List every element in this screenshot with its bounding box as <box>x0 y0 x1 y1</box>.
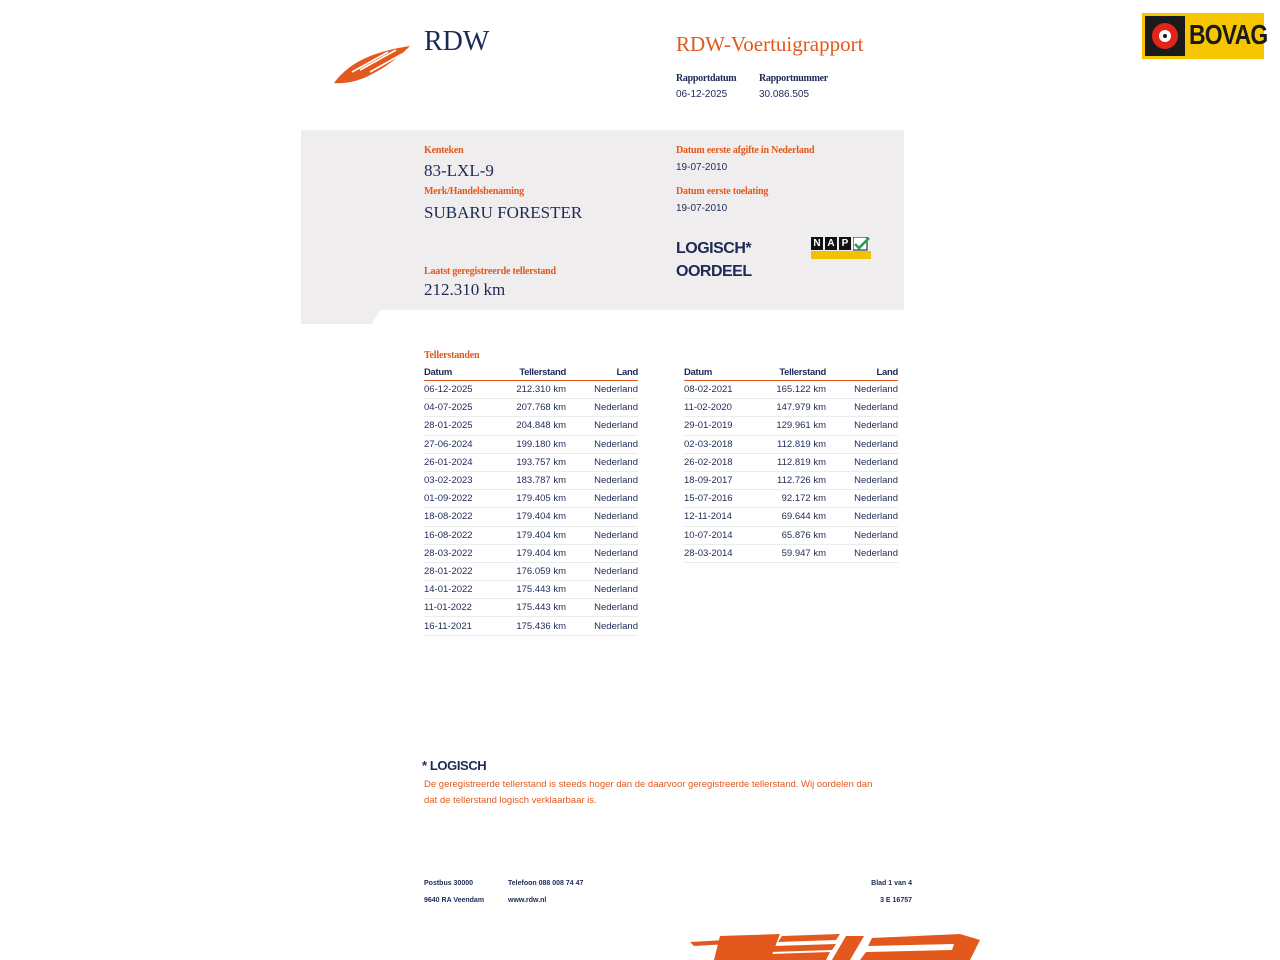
cell-datum: 26-02-2018 <box>684 453 754 471</box>
cell-datum: 18-08-2022 <box>424 508 494 526</box>
cell-datum: 03-02-2023 <box>424 471 494 489</box>
cell-land: Nederland <box>566 526 638 544</box>
cell-datum: 11-01-2022 <box>424 599 494 617</box>
nap-letter-p: P <box>839 237 851 250</box>
cell-datum: 01-09-2022 <box>424 490 494 508</box>
table-row <box>424 599 638 617</box>
cell-land: Nederland <box>826 544 898 562</box>
kenteken-value: 83-LXL-9 <box>424 161 494 180</box>
table-row <box>424 490 638 508</box>
column-header-tellerstand: Tellerstand <box>494 366 566 381</box>
report-number-label: Rapportnummer <box>759 73 828 84</box>
table-row <box>684 490 898 508</box>
table-row <box>424 617 638 635</box>
footer-code: 3 E 16757 <box>880 897 912 904</box>
bovag-emblem-icon <box>1145 16 1185 56</box>
cell-land: Nederland <box>566 490 638 508</box>
cell-land: Nederland <box>566 544 638 562</box>
footer-plaats: 9640 RA Veendam <box>424 897 485 904</box>
tellerstand-label: Laatst geregistreerde tellerstand <box>424 266 556 277</box>
rdw-logo-text: RDW <box>424 26 490 57</box>
report-date-label: Rapportdatum <box>676 73 737 84</box>
table-row <box>424 435 638 453</box>
cell-tellerstand: 207.768 km <box>494 399 566 417</box>
toelating-label: Datum eerste toelating <box>676 186 769 197</box>
cell-tellerstand: 69.644 km <box>754 508 826 526</box>
cell-tellerstand: 147.979 km <box>754 399 826 417</box>
cell-datum: 02-03-2018 <box>684 435 754 453</box>
table-row <box>424 544 638 562</box>
vehicle-info-panel <box>301 130 904 310</box>
table-row <box>684 417 898 435</box>
cell-tellerstand: 112.819 km <box>754 453 826 471</box>
footnote-text-line-1: De geregistreerde tellerstand is steeds hoger dan de daarvoor geregistreerde tellerstand. Wij oordelen dan <box>424 779 873 790</box>
readings-table-right <box>684 366 898 563</box>
cell-tellerstand: 179.405 km <box>494 490 566 508</box>
report-title: RDW-Voertuigrapport <box>676 32 864 56</box>
checkmark-icon <box>853 237 871 253</box>
table-row <box>684 435 898 453</box>
cell-datum: 10-07-2014 <box>684 526 754 544</box>
decorative-stripes-icon <box>690 932 982 960</box>
cell-land: Nederland <box>826 381 898 399</box>
panel-tail <box>301 309 381 324</box>
cell-tellerstand: 92.172 km <box>754 490 826 508</box>
cell-datum: 28-01-2025 <box>424 417 494 435</box>
footnote-text-line-2: dat de tellerstand logisch verklaarbaar is. <box>424 795 597 806</box>
cell-datum: 15-07-2016 <box>684 490 754 508</box>
cell-land: Nederland <box>826 453 898 471</box>
table-row <box>424 381 638 399</box>
table-row <box>424 453 638 471</box>
footer-telefoon: Telefoon 088 008 74 47 <box>508 880 584 887</box>
cell-tellerstand: 112.819 km <box>754 435 826 453</box>
cell-tellerstand: 183.787 km <box>494 471 566 489</box>
footnote-title: * LOGISCH <box>422 758 487 773</box>
cell-land: Nederland <box>566 599 638 617</box>
cell-datum: 26-01-2024 <box>424 453 494 471</box>
oordeel-line-2: OORDEEL <box>676 263 752 280</box>
table-row <box>424 526 638 544</box>
cell-land: Nederland <box>826 417 898 435</box>
table-row <box>424 399 638 417</box>
cell-tellerstand: 179.404 km <box>494 526 566 544</box>
table-row <box>424 417 638 435</box>
cell-land: Nederland <box>566 435 638 453</box>
cell-tellerstand: 165.122 km <box>754 381 826 399</box>
afgifte-label: Datum eerste afgifte in Nederland <box>676 145 815 156</box>
cell-land: Nederland <box>826 471 898 489</box>
report-date: 06-12-2025 <box>676 89 728 100</box>
cell-datum: 27-06-2024 <box>424 435 494 453</box>
footer-blad: Blad 1 van 4 <box>871 880 912 887</box>
cell-tellerstand: 193.757 km <box>494 453 566 471</box>
kenteken-label: Kenteken <box>424 145 464 156</box>
cell-land: Nederland <box>826 435 898 453</box>
bovag-text: BOVAG <box>1189 19 1268 50</box>
footer-website: www.rdw.nl <box>508 897 547 904</box>
nap-badge <box>811 237 871 259</box>
table-row <box>684 399 898 417</box>
column-header-tellerstand: Tellerstand <box>754 366 826 381</box>
tellerstanden-title: Tellerstanden <box>424 350 480 361</box>
cell-datum: 08-02-2021 <box>684 381 754 399</box>
column-header-datum: Datum <box>424 366 494 381</box>
cell-tellerstand: 59.947 km <box>754 544 826 562</box>
cell-datum: 16-08-2022 <box>424 526 494 544</box>
cell-tellerstand: 179.404 km <box>494 544 566 562</box>
cell-tellerstand: 204.848 km <box>494 417 566 435</box>
cell-land: Nederland <box>566 471 638 489</box>
cell-land: Nederland <box>566 617 638 635</box>
nap-letter-n: N <box>811 237 823 250</box>
table-row <box>424 581 638 599</box>
table-row <box>684 453 898 471</box>
cell-tellerstand: 175.436 km <box>494 617 566 635</box>
cell-datum: 16-11-2021 <box>424 617 494 635</box>
cell-datum: 11-02-2020 <box>684 399 754 417</box>
afgifte-value: 19-07-2010 <box>676 162 728 173</box>
cell-land: Nederland <box>566 381 638 399</box>
cell-datum: 06-12-2025 <box>424 381 494 399</box>
cell-tellerstand: 199.180 km <box>494 435 566 453</box>
rdw-logo-icon <box>330 42 414 86</box>
table-row <box>684 544 898 562</box>
cell-datum: 28-01-2022 <box>424 562 494 580</box>
cell-land: Nederland <box>566 508 638 526</box>
cell-tellerstand: 129.961 km <box>754 417 826 435</box>
oordeel-line-1: LOGISCH* <box>676 240 752 257</box>
tellerstand-value: 212.310 km <box>424 280 506 299</box>
bovag-logo <box>1142 13 1268 59</box>
table-row <box>424 471 638 489</box>
table-row <box>684 381 898 399</box>
footer-postbus: Postbus 30000 <box>424 880 474 887</box>
cell-land: Nederland <box>826 526 898 544</box>
cell-tellerstand: 176.059 km <box>494 562 566 580</box>
cell-datum: 12-11-2014 <box>684 508 754 526</box>
cell-land: Nederland <box>566 399 638 417</box>
cell-datum: 29-01-2019 <box>684 417 754 435</box>
cell-land: Nederland <box>826 490 898 508</box>
cell-datum: 28-03-2022 <box>424 544 494 562</box>
merk-value: SUBARU FORESTER <box>424 203 583 222</box>
nap-letter-a: A <box>825 237 837 250</box>
cell-tellerstand: 212.310 km <box>494 381 566 399</box>
cell-tellerstand: 65.876 km <box>754 526 826 544</box>
cell-land: Nederland <box>566 453 638 471</box>
table-row <box>684 508 898 526</box>
cell-land: Nederland <box>566 581 638 599</box>
cell-land: Nederland <box>566 562 638 580</box>
cell-tellerstand: 112.726 km <box>754 471 826 489</box>
cell-tellerstand: 175.443 km <box>494 599 566 617</box>
column-header-datum: Datum <box>684 366 754 381</box>
readings-table-left <box>424 366 638 636</box>
cell-datum: 18-09-2017 <box>684 471 754 489</box>
report-number: 30.086.505 <box>759 89 810 100</box>
cell-tellerstand: 179.404 km <box>494 508 566 526</box>
column-header-land: Land <box>826 366 898 381</box>
cell-land: Nederland <box>566 417 638 435</box>
column-header-land: Land <box>566 366 638 381</box>
table-row <box>684 471 898 489</box>
table-row <box>424 508 638 526</box>
cell-land: Nederland <box>826 399 898 417</box>
cell-datum: 14-01-2022 <box>424 581 494 599</box>
table-row <box>424 562 638 580</box>
table-row <box>684 526 898 544</box>
cell-tellerstand: 175.443 km <box>494 581 566 599</box>
cell-datum: 28-03-2014 <box>684 544 754 562</box>
cell-land: Nederland <box>826 508 898 526</box>
cell-datum: 04-07-2025 <box>424 399 494 417</box>
toelating-value: 19-07-2010 <box>676 203 728 214</box>
merk-label: Merk/Handelsbenaming <box>424 186 524 197</box>
